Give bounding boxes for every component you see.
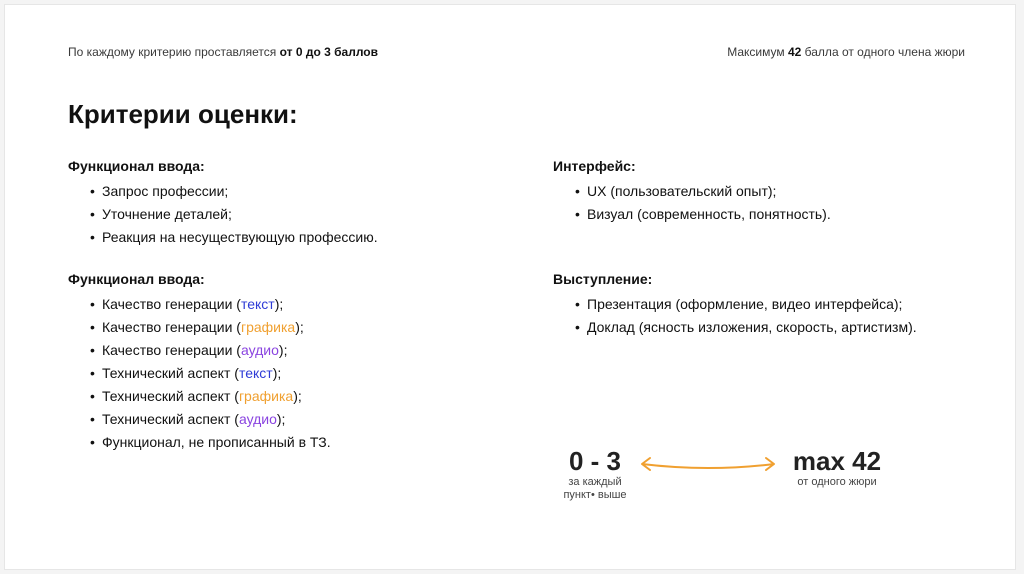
score-range: 0 - 3	[568, 446, 622, 476]
list-item: • Презентация (оформление, видео интерфейса);	[587, 293, 917, 316]
section-heading: Функционал ввода:	[68, 158, 205, 174]
section-heading: Функционал ввода:	[68, 271, 205, 287]
interface-section	[553, 158, 831, 226]
list-item: • Визуал (современность, понятность).	[587, 203, 831, 226]
scoring-note	[68, 45, 378, 59]
highlight-text: текст	[238, 365, 273, 381]
max-score-prefix: Максимум	[727, 45, 788, 59]
per-item-score	[549, 446, 641, 502]
slide	[4, 4, 1016, 570]
max-score-value: 42	[787, 45, 802, 59]
criteria-list	[553, 293, 917, 339]
highlight-graphics: графика	[240, 319, 296, 335]
max-score-suffix: балла от одного члена жюри	[801, 45, 965, 59]
section-heading: Выступление:	[553, 271, 653, 287]
list-item: • Реакция на несуществующую профессию.	[102, 226, 378, 249]
list-item: • Качество генерации (текст);	[102, 293, 331, 316]
max-score	[777, 446, 897, 489]
page-title: Критерии оценки:	[68, 99, 298, 129]
max-score-caption: от одного жюри	[797, 476, 877, 488]
list-item: • Технический аспект (графика);	[102, 385, 331, 408]
list-item: • UX (пользовательский опыт);	[587, 180, 831, 203]
criteria-list	[553, 180, 831, 226]
list-item: • Доклад (ясность изложения, скорость, артистизм).	[587, 316, 917, 339]
list-item: • Функционал, не прописанный в ТЗ.	[102, 431, 331, 454]
list-item: • Качество генерации (аудио);	[102, 339, 331, 362]
list-item: • Уточнение деталей;	[102, 203, 378, 226]
score-range-caption-2: пункт• выше	[563, 489, 627, 501]
list-item: • Качество генерации (графика);	[102, 316, 331, 339]
presentation-section	[553, 271, 917, 339]
highlight-text: текст	[240, 296, 275, 312]
highlight-graphics: графика	[238, 388, 294, 404]
score-range-caption-1: за каждый	[568, 476, 622, 488]
scoring-note-range: от 0 до 3 баллов	[279, 45, 378, 59]
input-functionality-section-2	[68, 271, 331, 454]
criteria-list	[68, 180, 378, 249]
highlight-audio: аудио	[240, 342, 279, 358]
scoring-note-text: По каждому критерию проставляется	[68, 45, 280, 59]
criteria-list	[68, 293, 331, 454]
max-score-note	[727, 45, 965, 59]
input-functionality-section-1	[68, 158, 378, 249]
section-heading: Интерфейс:	[553, 158, 636, 174]
list-item: • Технический аспект (текст);	[102, 362, 331, 385]
max-score-big: max 42	[792, 446, 882, 476]
double-arrow-icon	[638, 454, 778, 474]
list-item: • Технический аспект (аудио);	[102, 408, 331, 431]
highlight-audio: аудио	[238, 411, 277, 427]
list-item: • Запрос профессии;	[102, 180, 378, 203]
